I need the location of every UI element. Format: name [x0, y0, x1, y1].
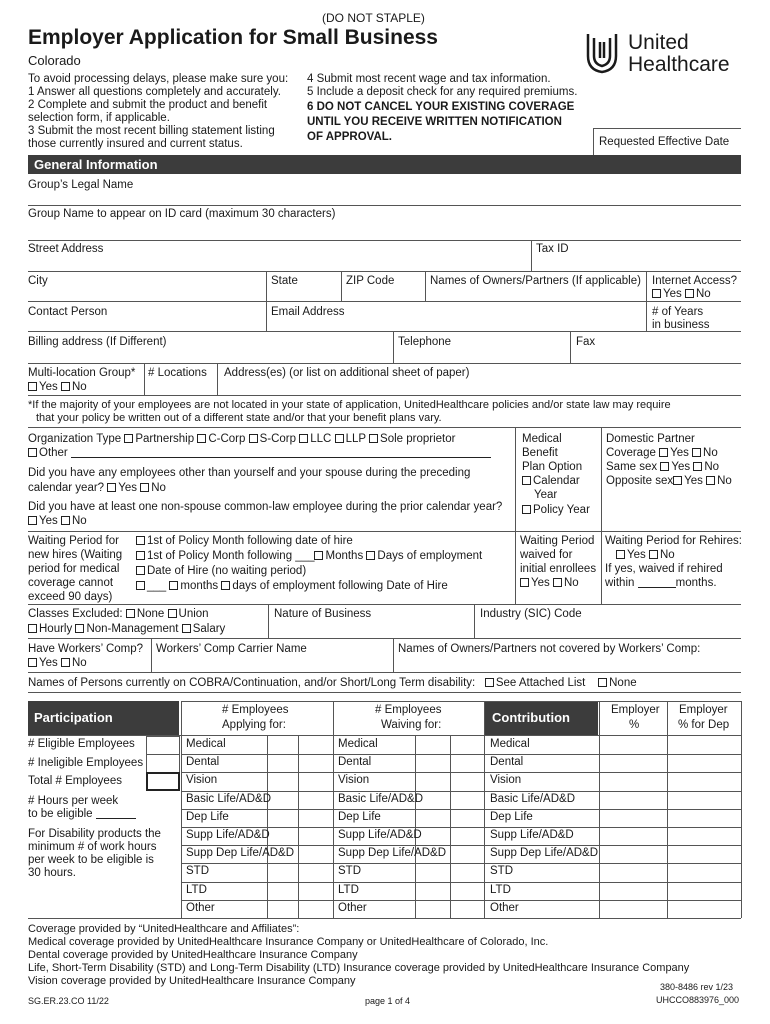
total-employees-input[interactable] [146, 772, 180, 791]
internet-access-options [652, 287, 711, 301]
divider [28, 531, 741, 532]
multiloc-no-checkbox[interactable] [61, 382, 70, 391]
footnote-line-2: that your policy be written out of a different state and/or that your benefit plans vary. [36, 412, 442, 424]
wp-rehire-waived-label: If yes, waived if rehired [605, 563, 723, 575]
common-law-no-checkbox[interactable] [61, 516, 70, 525]
class-union-label: Union [178, 608, 209, 620]
contribution-product-5: Supp Life/AD&D [490, 829, 574, 841]
workers-comp-no-checkbox[interactable] [61, 658, 70, 667]
wp-option-4-days-checkbox[interactable] [221, 581, 230, 590]
applying-product-7: STD [186, 865, 209, 878]
wp-waived-label-3: initial enrollees [520, 563, 597, 575]
years-in-business-label: in business [652, 319, 710, 331]
contribution-product-8: LTD [490, 883, 511, 896]
domestic-partner-label: Domestic Partner [606, 433, 695, 445]
email-field[interactable]: Email Address [271, 306, 345, 318]
waiting-new-hires-label-2: new hires (Waiting [28, 549, 123, 561]
divider [28, 363, 741, 364]
contribution-product-9: Other [490, 901, 519, 914]
ccorp-label: C-Corp [208, 433, 246, 445]
dp-coverage-no-checkbox[interactable] [692, 448, 701, 457]
policy-year-label: Policy Year [533, 504, 590, 516]
wp-waived-label: Waiting Period [520, 535, 595, 547]
waiving-header: # Employees [375, 704, 442, 716]
internet-yes-checkbox[interactable] [652, 289, 661, 298]
requested-effective-date-field[interactable]: Requested Effective Date [599, 136, 730, 148]
applying-product-9: Other [186, 901, 215, 914]
classes-excluded-label: Classes Excluded: [28, 608, 123, 620]
scorp-checkbox[interactable] [249, 434, 258, 443]
intro-text: To avoid processing delays, please make sure you: [28, 73, 289, 85]
applying-header: # Employees [222, 704, 289, 716]
table-row-divider [181, 827, 741, 828]
coverage-dental: Dental coverage provided by UnitedHealthcare Insurance Company [28, 949, 358, 961]
llc-label: LLC [310, 433, 332, 445]
effective-date-box-left [593, 128, 594, 155]
step-5: 5 Include a deposit check for any required premiums. [307, 86, 578, 98]
divider [268, 604, 269, 638]
common-law-yes-checkbox[interactable] [28, 516, 37, 525]
coverage-vision: Vision coverage provided by UnitedHealthcare Insurance Company [28, 975, 356, 987]
contribution-product-7: STD [490, 865, 513, 878]
sole-proprietor-label: Sole proprietor [380, 433, 456, 445]
divider [28, 240, 741, 241]
divider [28, 205, 741, 206]
common-law-question: Did you have at least one non-spouse common-law employee during the prior calendar year? [28, 501, 503, 513]
cobra-label: Names of Persons currently on COBRA/Continuation, and/or Short/Long Term disability: [28, 677, 476, 689]
table-row-divider [181, 845, 741, 846]
contribution-product-0: Medical [490, 738, 530, 750]
waiving-product-8: LTD [338, 883, 359, 896]
yes-label: Yes [39, 657, 58, 669]
form-code: SG.ER.23.CO 11/22 [28, 996, 109, 1006]
hours-eligible-row [28, 808, 136, 820]
wp-rehire-label: Waiting Period for Rehires: [605, 535, 742, 547]
ineligible-employees-label: # Ineligible Employees [28, 757, 144, 769]
applying-product-2: Vision [186, 774, 218, 787]
tax-id-field[interactable]: Tax ID [536, 243, 569, 255]
partnership-checkbox[interactable] [124, 434, 133, 443]
contribution-header: Contribution [484, 701, 598, 735]
medical-benefit-label-3: Plan Option [522, 461, 583, 473]
wp-days-label: Days of employment [377, 550, 483, 562]
contribution-product-2: Vision [490, 774, 522, 787]
waiting-new-hires-label: Waiting Period for [28, 535, 119, 547]
medical-benefit-label: Medical [522, 433, 562, 445]
policy-year-checkbox[interactable] [522, 505, 531, 514]
divider [425, 271, 426, 301]
page-number: page 1 of 4 [365, 996, 411, 1006]
wp-option-3-label: Date of Hire (no waiting period) [147, 565, 307, 577]
divider [570, 331, 571, 363]
wp-rehire-no-checkbox[interactable] [649, 550, 658, 559]
multiloc-yes-checkbox[interactable] [28, 382, 37, 391]
yes-label: Yes [627, 549, 646, 561]
org-other-label: Other [39, 447, 68, 459]
no-label: No [71, 381, 87, 393]
divider [151, 638, 152, 672]
applying-product-6: Supp Dep Life/AD&D [186, 847, 295, 860]
see-attached-checkbox[interactable] [485, 678, 494, 687]
participation-header: Participation [28, 701, 179, 735]
divider [144, 363, 145, 395]
hours-eligible-label: to be eligible [28, 808, 93, 820]
contribution-product-4: Dep Life [490, 810, 533, 823]
waiving-header-2: Waiving for: [381, 719, 442, 731]
class-union-checkbox[interactable] [168, 609, 177, 618]
wp-option-1-checkbox[interactable] [136, 536, 145, 545]
dp-opposite-sex-row [606, 474, 732, 488]
divider [601, 531, 602, 604]
wc-not-covered-field[interactable]: Names of Owners/Partners not covered by Workers’ Comp: [398, 643, 701, 655]
waiving-product-4: Dep Life [338, 810, 381, 823]
internet-access-label: Internet Access? [652, 275, 738, 287]
billing-address-field[interactable]: Billing address (If Different) [28, 336, 167, 348]
footnote-line-1: *If the majority of your employees are not located in your state of application, UnitedHealthcare policies and/or state law may require [28, 399, 671, 411]
org-type-row [28, 432, 455, 446]
table-border [181, 701, 741, 702]
llp-checkbox[interactable] [335, 434, 344, 443]
multi-location-options [28, 380, 87, 394]
internet-no-checkbox[interactable] [685, 289, 694, 298]
wp-option-1 [136, 534, 353, 548]
scorp-label: S-Corp [259, 433, 297, 445]
logo-text-healthcare: Healthcare [628, 53, 730, 76]
general-info-header: General Information [28, 155, 741, 174]
wp-option-2 [136, 549, 482, 563]
dp-coverage-yes-checkbox[interactable] [659, 448, 668, 457]
org-other-checkbox[interactable] [28, 448, 37, 457]
addresses-field[interactable]: Address(es) (or list on additional sheet of paper) [224, 367, 470, 379]
divider [393, 331, 394, 363]
telephone-field[interactable]: Telephone [398, 336, 452, 348]
workers-comp-yes-checkbox[interactable] [28, 658, 37, 667]
page-title: Employer Application for Small Business [28, 26, 438, 49]
contribution-product-3: Basic Life/AD&D [490, 792, 576, 805]
spouse-no-checkbox[interactable] [140, 483, 149, 492]
dp-opposite-sex-yes-checkbox[interactable] [673, 476, 682, 485]
waiving-product-5: Supp Life/AD&D [338, 829, 422, 841]
sole-proprietor-checkbox[interactable] [369, 434, 378, 443]
employer-dep-header: Employer [679, 704, 728, 716]
disability-note-2: minimum # of work hours [28, 841, 157, 853]
calendar-year-option [522, 474, 580, 488]
waiting-new-hires-label-3: period for medical [28, 563, 120, 575]
waiving-product-0: Medical [338, 738, 378, 750]
step-6: 6 DO NOT CANCEL YOUR EXISTING COVERAGE [307, 101, 575, 113]
step-3-cont: those currently insured and current status. [28, 138, 243, 150]
table-row-divider [181, 900, 741, 901]
cobra-row [28, 676, 637, 690]
step-6-cont: UNTIL YOU RECEIVE WRITTEN NOTIFICATION [307, 116, 562, 128]
policy-year-option [522, 503, 590, 517]
spouse-yes-checkbox[interactable] [107, 483, 116, 492]
state-name: Colorado [28, 53, 81, 68]
step-4: 4 Submit most recent wage and tax information. [307, 73, 551, 85]
no-label: No [717, 475, 732, 487]
waiving-product-9: Other [338, 901, 367, 914]
divider [474, 604, 475, 638]
yes-label: Yes [684, 475, 703, 487]
do-not-staple: (DO NOT STAPLE) [322, 11, 425, 25]
divider [28, 331, 741, 332]
dp-same-sex-row [606, 460, 719, 474]
wp-option-4 [136, 579, 448, 593]
class-salary-label: Salary [192, 623, 226, 635]
hours-eligible-input[interactable] [96, 809, 136, 819]
no-label: No [659, 549, 675, 561]
wp-option-4-months-checkbox[interactable] [169, 581, 178, 590]
yes-label: Yes [670, 447, 689, 459]
divider [28, 301, 741, 302]
spouse-question: Did you have any employees other than yourself and your spouse during the preceding [28, 467, 471, 479]
divider [28, 427, 741, 428]
org-type-label: Organization Type [28, 433, 122, 445]
table-row-divider [181, 772, 741, 773]
wp-option-4-days-label: days of employment following Date of Hire [232, 580, 448, 592]
applying-product-4: Dep Life [186, 810, 229, 823]
eligible-employees-label: # Eligible Employees [28, 738, 135, 750]
multi-location-label: Multi-location Group* [28, 367, 136, 379]
applying-product-0: Medical [186, 738, 226, 750]
class-non-management-checkbox[interactable] [75, 624, 84, 633]
contact-person-field[interactable]: Contact Person [28, 306, 108, 318]
wp-within-label: within [605, 577, 635, 589]
divider [28, 672, 741, 673]
revision: 380-8486 rev 1/23 [660, 982, 734, 992]
zip-field[interactable]: ZIP Code [346, 275, 395, 287]
wp-months-checkbox[interactable] [314, 551, 323, 560]
classes-excluded-row [28, 607, 209, 621]
waiving-product-2: Vision [338, 774, 370, 787]
waiving-product-7: STD [338, 865, 361, 878]
yes-label: Yes [118, 482, 138, 494]
disability-note-4: 30 hours. [28, 867, 76, 879]
wp-option-3 [136, 564, 306, 578]
divider [393, 638, 394, 672]
wp-waived-no-checkbox[interactable] [553, 578, 562, 587]
yes-label: Yes [663, 288, 682, 300]
table-row-divider [181, 754, 741, 755]
id-card-name-field[interactable]: Group Name to appear on ID card (maximum 30 characters) [28, 208, 336, 220]
coverage-medical: Medical coverage provided by UnitedHealthcare Insurance Company or UnitedHealthcare of Colorado, Inc. [28, 936, 549, 948]
table-row-divider [181, 863, 741, 864]
wp-months-label: Months [325, 550, 364, 562]
employer-pct-header-2: % [629, 719, 640, 731]
wp-waived-options [520, 576, 579, 590]
employer-pct-header: Employer [611, 704, 660, 716]
wp-rehire-months-input[interactable] [638, 578, 676, 588]
spouse-question-row [28, 481, 166, 495]
owners-field[interactable]: Names of Owners/Partners (If applicable) [430, 275, 641, 287]
wp-waived-yes-checkbox[interactable] [520, 578, 529, 587]
common-law-options [28, 514, 87, 528]
calendar-year-label: Year [534, 489, 558, 501]
divider [341, 271, 342, 301]
wp-option-1-label: 1st of Policy Month following date of hire [147, 535, 353, 547]
hours-per-week-label: # Hours per week [28, 795, 119, 807]
step-1: 1 Answer all questions completely and accurately. [28, 86, 281, 98]
wp-months-suffix: months. [675, 577, 717, 589]
effective-date-box-top [593, 128, 741, 129]
ineligible-employees-input[interactable] [146, 754, 180, 773]
step-2-cont: selection form, if applicable. [28, 112, 170, 124]
uhc-code: UHCCO883976_000 [656, 995, 740, 1005]
wp-days-checkbox[interactable] [366, 551, 375, 560]
total-employees-label: Total # Employees [28, 775, 122, 787]
workers-comp-label: Have Workers’ Comp? [28, 643, 144, 655]
waiving-product-3: Basic Life/AD&D [338, 792, 424, 805]
org-other-row [28, 446, 491, 460]
dp-same-sex-label: Same sex [606, 461, 658, 473]
waiting-new-hires-label-4: coverage cannot [28, 577, 114, 589]
table-row-divider [181, 882, 741, 883]
calendar-year-checkbox[interactable] [522, 476, 531, 485]
disability-note: For Disability products the [28, 828, 161, 840]
class-none-checkbox[interactable] [126, 609, 135, 618]
no-label: No [704, 461, 720, 473]
wc-carrier-field[interactable]: Workers’ Comp Carrier Name [156, 643, 307, 655]
state-field[interactable]: State [271, 275, 298, 287]
wp-rehire-options [616, 548, 675, 562]
city-field[interactable]: City [28, 275, 48, 287]
no-label: No [151, 482, 166, 494]
class-hourly-label: Hourly [39, 623, 73, 635]
dp-coverage-label: Coverage [606, 447, 656, 459]
no-label: No [695, 288, 711, 300]
cobra-none-checkbox[interactable] [598, 678, 607, 687]
spouse-question-cont: calendar year? [28, 482, 105, 494]
table-border [741, 701, 742, 918]
table-row-divider [181, 809, 741, 810]
divider [217, 363, 218, 395]
wp-rehire-yes-checkbox[interactable] [616, 550, 625, 559]
contribution-product-6: Supp Dep Life/AD&D [490, 847, 599, 860]
divider [28, 271, 741, 272]
class-hourly-checkbox[interactable] [28, 624, 37, 633]
no-label: No [71, 657, 87, 669]
yes-label: Yes [39, 381, 58, 393]
calendar-label: Calendar [533, 475, 580, 487]
workers-comp-options [28, 656, 87, 670]
applying-product-1: Dental [186, 756, 220, 769]
disability-note-3: per week to be eligible is [28, 854, 154, 866]
logo-text-united: United [628, 31, 689, 54]
divider [28, 604, 741, 605]
table-border [28, 735, 741, 736]
dp-opposite-sex-label: Opposite sex [606, 475, 674, 487]
wp-option-2-label: 1st of Policy Month following ___ [147, 550, 315, 562]
class-non-management-label: Non-Management [86, 623, 179, 635]
waiving-product-1: Dental [338, 756, 372, 769]
street-address-field[interactable]: Street Address [28, 243, 104, 255]
divider [515, 531, 516, 604]
divider [28, 692, 741, 693]
coverage-life: Life, Short-Term Disability (STD) and Long-Term Disability (LTD) Insurance coverage provided by UnitedHealthcare Insurance Company [28, 962, 690, 974]
no-label: No [703, 447, 718, 459]
waiving-product-6: Supp Dep Life/AD&D [338, 847, 447, 860]
org-other-input[interactable] [71, 448, 491, 458]
wp-rehire-within-row [605, 576, 717, 590]
medical-benefit-label-2: Benefit [522, 447, 558, 459]
wp-waived-label-2: waived for [520, 549, 573, 561]
no-label: No [563, 577, 579, 589]
dp-opposite-sex-no-checkbox[interactable] [706, 476, 715, 485]
divider [515, 427, 516, 531]
see-attached-label: See Attached List [495, 677, 586, 689]
dp-same-sex-yes-checkbox[interactable] [660, 462, 669, 471]
eligible-employees-input[interactable] [146, 736, 180, 755]
sic-code-field[interactable]: Industry (SIC) Code [480, 608, 582, 620]
yes-label: Yes [671, 461, 691, 473]
divider [601, 427, 602, 531]
applying-header-2: Applying for: [222, 719, 286, 731]
applying-product-8: LTD [186, 883, 207, 896]
partnership-label: Partnership [135, 433, 195, 445]
divider [28, 395, 741, 396]
cobra-none-label: None [609, 677, 637, 689]
class-salary-checkbox[interactable] [182, 624, 191, 633]
ccorp-checkbox[interactable] [197, 434, 206, 443]
wp-option-4-blank: ___ [147, 580, 167, 592]
wp-option-4-checkbox[interactable] [136, 581, 145, 590]
dp-same-sex-no-checkbox[interactable] [693, 462, 702, 471]
llc-checkbox[interactable] [299, 434, 308, 443]
llp-label: LLP [345, 433, 366, 445]
yes-label: Yes [531, 577, 550, 589]
years-in-business-field[interactable]: # of Years [652, 306, 704, 318]
dp-coverage-row [606, 446, 718, 460]
nature-of-business-field[interactable]: Nature of Business [274, 608, 372, 620]
wp-option-2-checkbox[interactable] [136, 551, 145, 560]
divider [28, 638, 741, 639]
step-6-cont2: OF APPROVAL. [307, 131, 392, 143]
table-border [28, 918, 741, 919]
class-none-label: None [136, 608, 165, 620]
classes-excluded-row-2 [28, 622, 225, 636]
locations-field[interactable]: # Locations [148, 367, 207, 379]
legal-name-field[interactable]: Group’s Legal Name [28, 179, 134, 191]
waiting-new-hires-label-5: exceed 90 days) [28, 591, 113, 603]
no-label: No [71, 515, 87, 527]
yes-label: Yes [39, 515, 58, 527]
applying-product-5: Supp Life/AD&D [186, 829, 270, 841]
divider [531, 240, 532, 271]
wp-option-3-checkbox[interactable] [136, 566, 145, 575]
step-2: 2 Complete and submit the product and benefit [28, 99, 268, 111]
applying-product-3: Basic Life/AD&D [186, 792, 272, 805]
uhc-logo-icon [586, 30, 618, 74]
step-3: 3 Submit the most recent billing statement listing [28, 125, 275, 137]
contribution-product-1: Dental [490, 756, 524, 769]
fax-field[interactable]: Fax [576, 336, 596, 348]
coverage-provided-title: Coverage provided by “UnitedHealthcare and Affiliates”: [28, 923, 300, 935]
employer-dep-header-2: % for Dep [678, 719, 730, 731]
wp-option-4-months-label: months [180, 580, 219, 592]
